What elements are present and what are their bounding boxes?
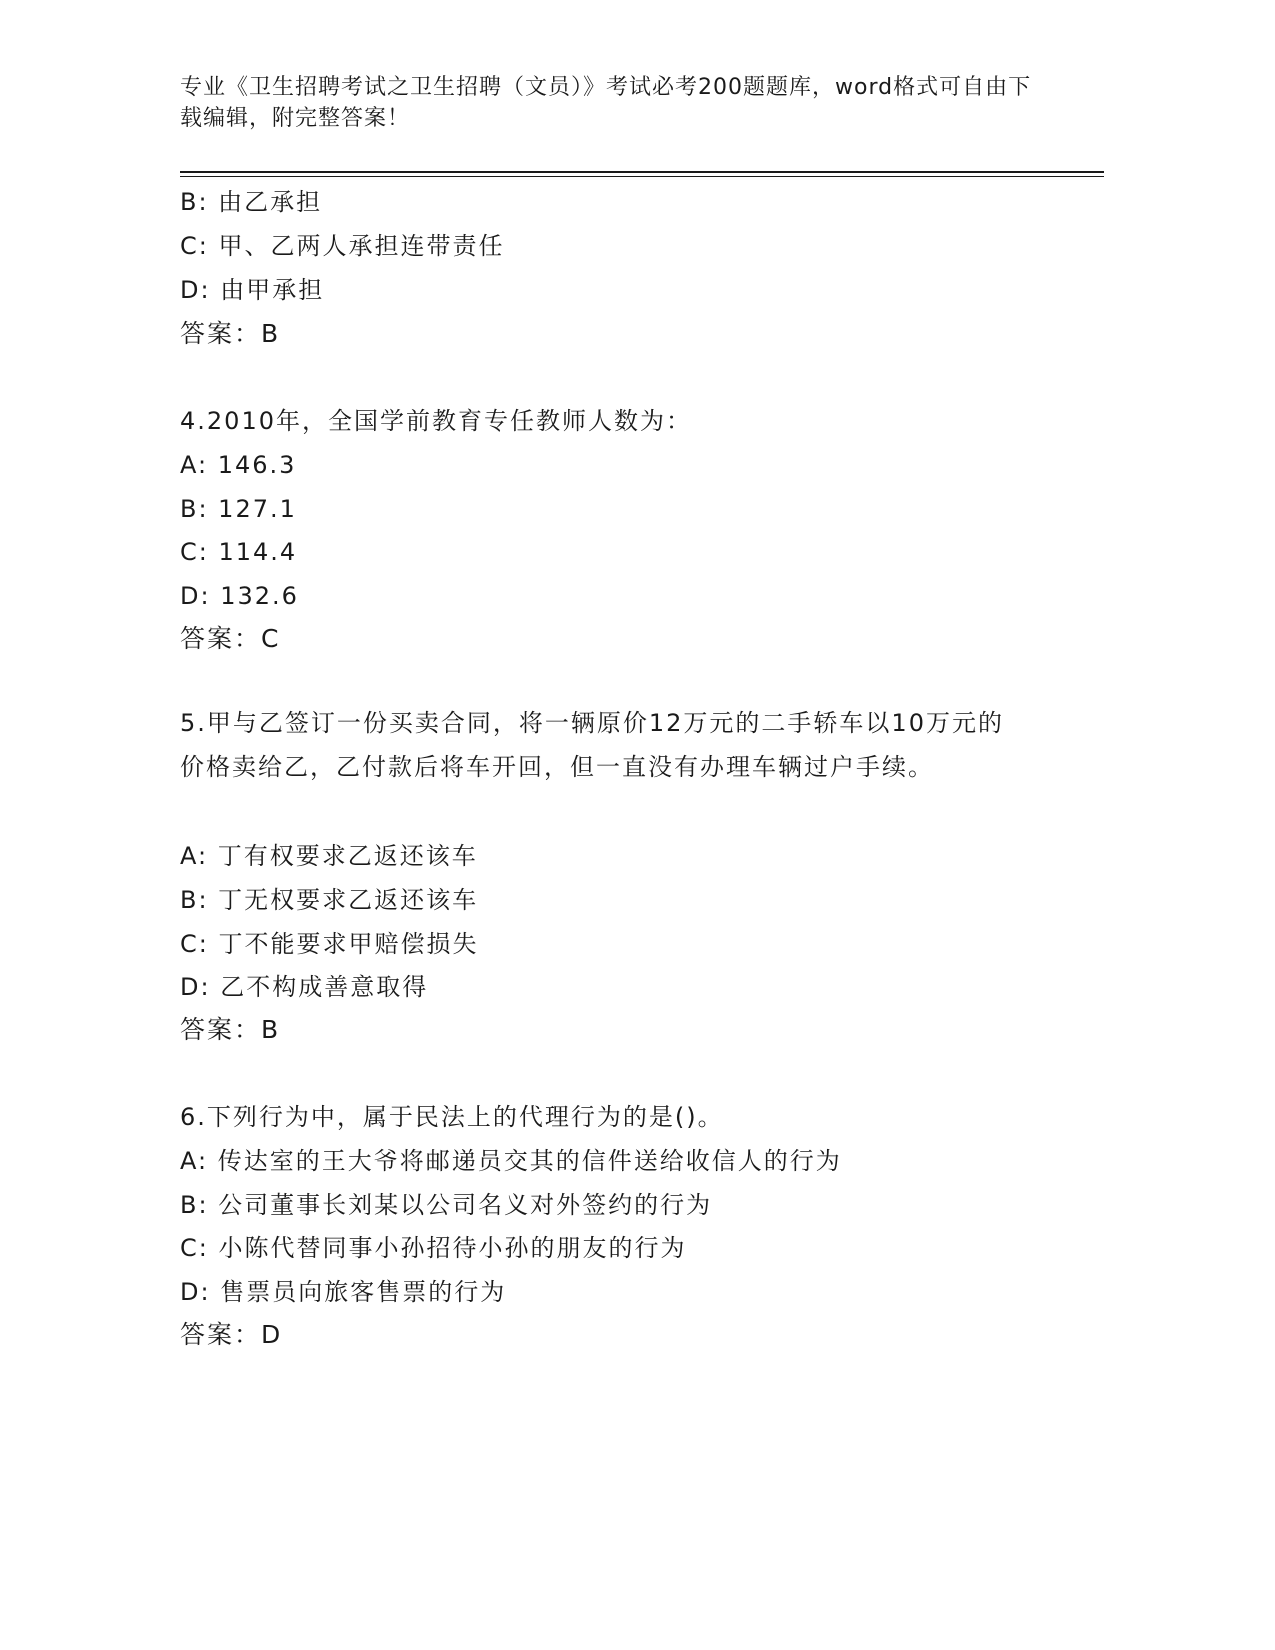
q6-option-a: A: 传达室的王大爷将邮递员交其的信件送给收信人的行为	[180, 1147, 842, 1175]
q4-option-d: D: 132.6	[180, 582, 299, 610]
q4-option-b: B: 127.1	[180, 495, 297, 523]
q3-option-b: B: 由乙承担	[180, 188, 323, 216]
q5-answer: 答案：B	[180, 1015, 281, 1044]
q6-answer: 答案：D	[180, 1320, 283, 1349]
q4-option-a: A: 146.3	[180, 451, 297, 479]
q5-option-c: C: 丁不能要求甲赔偿损失	[180, 930, 479, 958]
q6-question: 6.下列行为中，属于民法上的代理行为的是()。	[180, 1103, 724, 1131]
q6-option-b: B: 公司董事长刘某以公司名义对外签约的行为	[180, 1191, 713, 1219]
q3-option-d: D: 由甲承担	[180, 276, 325, 304]
q5-option-d: D: 乙不构成善意取得	[180, 973, 429, 1001]
header-rule-thin	[180, 176, 1104, 177]
q6-option-d: D: 售票员向旅客售票的行为	[180, 1278, 507, 1306]
q4-answer: 答案：C	[180, 624, 281, 653]
page-header: 专业《卫生招聘考试之卫生招聘（文员）》考试必考200题题库，word格式可自由下载编辑，附完整答案！	[180, 75, 1032, 131]
q3-option-c: C: 甲、乙两人承担连带责任	[180, 232, 505, 260]
q4-option-c: C: 114.4	[180, 538, 298, 566]
header-rule-thick	[180, 171, 1104, 173]
q5-question: 5.甲与乙签订一份买卖合同，将一辆原价12万元的二手轿车以10万元的价格卖给乙，乙付款后将车开回，但一直没有办理车辆过户手续。	[180, 709, 1004, 781]
q5-option-a: A: 丁有权要求乙返还该车	[180, 842, 478, 870]
q4-question: 4.2010年，全国学前教育专任教师人数为：	[180, 407, 692, 435]
q3-answer: 答案：B	[180, 319, 281, 348]
q5-option-b: B: 丁无权要求乙返还该车	[180, 886, 479, 914]
q6-option-c: C: 小陈代替同事小孙招待小孙的朋友的行为	[180, 1234, 687, 1262]
